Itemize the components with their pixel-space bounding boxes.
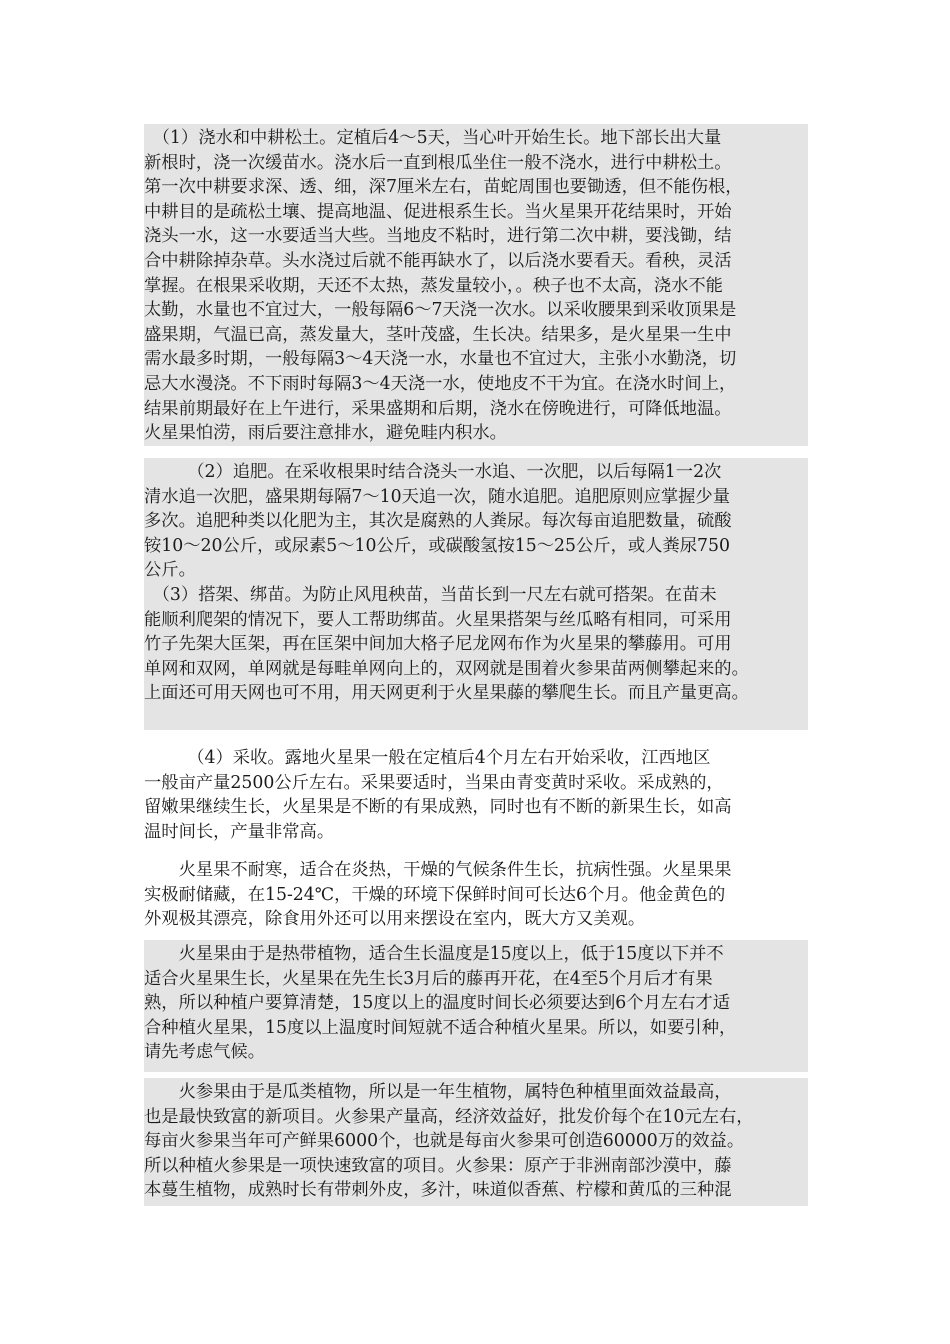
text-line: 盛果期，气温已高，蒸发量大，茎叶茂盛，生长决。结果多，是火星果一生中 (144, 324, 732, 345)
text-line: 火星果不耐寒，适合在炎热，干燥的气候条件生长，抗病性强。火星果果 (144, 860, 732, 880)
text-line: 新根时，浇一次缓苗水。浇水后一直到根瓜坐住一般不浇水，进行中耕松土。 (144, 152, 732, 173)
text-line: 清水追一次肥，盛果期每隔7～10天追一次，随水追肥。追肥原则应掌握少量 (144, 486, 730, 507)
text-line: 掌握。在根果采收期，天还不太热，蒸发量较小，。秧子也不太高，浇水不能 (144, 275, 723, 296)
text-line: 温时间长，产量非常高。 (144, 821, 335, 842)
text-line: 多次。追肥种类以化肥为主，其次是腐熟的人粪尿。每次每亩追肥数量，硫酸 (144, 511, 732, 532)
text-line: 一般亩产量2500公斤左右。采果要适时，当果由青变黄时采收。采成熟的， (144, 772, 724, 793)
text-line: 上面还可用天网也可不用，用天网更利于火星果藤的攀爬生长。而且产量更高。 (144, 683, 749, 704)
text-line: 火星果由于是热带植物，适合生长温度是15度以上，低于15度以下并不 (144, 944, 724, 964)
text-line: 铵10～20公斤，或尿素5～10公斤，或碳酸氢按15～25公斤，或人粪尿750 (144, 535, 730, 556)
text-line: 熟，所以种植户要算清楚，15度以上的温度时间长必须要达到6个月左右才适 (144, 993, 730, 1014)
text-line: 外观极其漂亮，除食用外还可以用来摆设在室内，既大方又美观。 (144, 909, 646, 930)
text-line: 合种植火星果，15度以上温度时间短就不适合种植火星果。所以，如要引种， (144, 1017, 737, 1038)
text-line: 火参果由于是瓜类植物，所以是一年生植物，属特色种植里面效益最高， (144, 1082, 732, 1102)
text-line: 太勤，水量也不宜过大，一般每隔6～7天浇一次水。以采收腰果到采收顶果是 (144, 300, 737, 321)
text-line: 浇头一水，这一水要适当大些。当地皮不粘时，进行第二次中耕，要浅锄，结 (144, 226, 732, 247)
text-line: 单网和双网，单网就是每畦单网向上的，双网就是围着火参果苗两侧攀起来的。 (144, 658, 749, 679)
text-line: 所以种植火参果是一项快速致富的项目。火参果：原产于非洲南部沙漠中，藤 (144, 1155, 732, 1176)
text-line: 公斤。 (144, 560, 196, 581)
paragraph-storage (144, 856, 808, 936)
text-line: （2）追肥。在采收根果时结合浇头一水追、一次肥，以后每隔1一2次 (144, 462, 722, 482)
text-line: （4）采收。露地火星果一般在定植后4个月左右开始采收，江西地区 (144, 748, 711, 768)
text-line: 能顺利爬架的情况下，要人工帮助绑苗。火星果搭架与丝瓜略有相同，可采用 (144, 609, 732, 630)
text-line: （3）搭架、绑苗。为防止风甩秧苗，当苗长到一尺左右就可搭架。在苗未 (144, 584, 717, 605)
text-line: 实极耐储藏，在15-24℃，干燥的环境下保鲜时间可长达6个月。他金黄色的 (144, 884, 726, 905)
text-line: 合中耕除掉杂草。头水浇过后就不能再缺水了，以后浇水要看天。看秧，灵活 (144, 250, 732, 271)
text-line: 本蔓生植物，成熟时长有带刺外皮，多汁，味道似香蕉、柠檬和黄瓜的三种混 (144, 1180, 732, 1201)
text-line: 适合火星果生长，火星果在先生长3月后的藤再开花，在4至5个月后才有果 (144, 968, 713, 989)
text-line: 请先考虑气候。 (144, 1042, 265, 1063)
text-line: 也是最快致富的新项目。火参果产量高，经济效益好，批发价每个在10元左右， (144, 1106, 754, 1127)
paragraph-economics (144, 1078, 808, 1206)
text-line: 结果前期最好在上午进行，采果盛期和后期，浇水在傍晚进行，可降低地温。 (144, 398, 732, 419)
paragraph-harvest (144, 744, 808, 848)
paragraph-watering (144, 124, 808, 446)
text-line: 竹子先架大匡架，再在匡架中间加大格子尼龙网布作为火星果的攀藤用。可用 (144, 634, 732, 655)
text-line: 火星果怕涝，雨后要注意排水，避免畦内积水。 (144, 423, 507, 444)
text-line: 每亩火参果当年可产鲜果6000个，也就是每亩火参果可创造60000万的效益。 (144, 1131, 745, 1152)
paragraph-fertilizing-trellis (144, 458, 808, 730)
text-line: 中耕目的是疏松土壤、提高地温、促进根系生长。当火星果开花结果时，开始 (144, 201, 732, 222)
paragraph-climate (144, 940, 808, 1072)
text-line: 忌大水漫浇。不下雨时每隔3～4天浇一水，使地皮不干为宜。在浇水时间上， (144, 373, 737, 394)
text-line: 第一次中耕要求深、透、细，深7厘米左右，苗蛇周围也要锄透，但不能伤根， (144, 177, 743, 198)
text-line: 留嫩果继续生长，火星果是不断的有果成熟，同时也有不断的新果生长，如高 (144, 797, 732, 818)
text-line: 需水最多时期，一般每隔3～4天浇一水，水量也不宜过大，主张小水勤浇，切 (144, 349, 737, 370)
text-line: （1）浇水和中耕松土。定植后4～5天，当心叶开始生长。地下部长出大量 (144, 128, 722, 148)
